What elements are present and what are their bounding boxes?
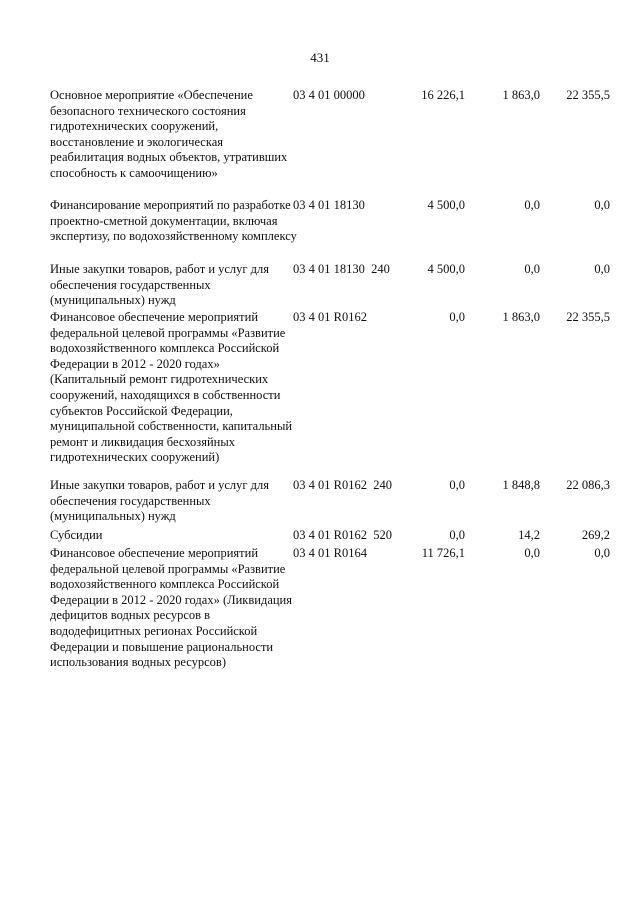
row-value-2: 0,0 [524,546,540,560]
row-value-1: 4 500,0 [427,262,465,276]
row-value-3: 22 086,3 [566,478,610,492]
row-value-2: 0,0 [524,262,540,276]
row-value-3: 269,2 [581,528,610,542]
row-value-2: 14,2 [518,528,540,542]
row-description: Основное мероприятие «Обеспечение безопасного технического состояния гидротехнических сооружений, восстановление и экологическая реабилитация водных объектов, утративших способность к самоочищению» [50,88,288,180]
row-value-1: 16 226,1 [421,88,465,102]
row-description: Субсидии [50,528,103,542]
row-value-2: 1 848,8 [502,478,540,492]
row-description: Иные закупки товаров, работ и услуг для обеспечения государственных (муниципальных) нужд [50,478,270,524]
row-value-1: 0,0 [449,528,465,542]
row-value-1: 4 500,0 [427,198,465,212]
row-value-2: 1 863,0 [502,310,540,324]
row-value-2: 1 863,0 [502,88,540,102]
row-value-3: 22 355,5 [566,88,610,102]
row-code: 03 4 01 R0162 [293,310,367,324]
row-code: 03 4 01 R0162 520 [293,528,392,542]
row-code: 03 4 01 18130 [293,198,365,212]
row-code: 03 4 01 R0164 [293,546,367,560]
row-value-1: 0,0 [449,310,465,324]
row-value-1: 0,0 [449,478,465,492]
page-number: 431 [310,50,330,65]
row-value-2: 0,0 [524,198,540,212]
row-value-3: 0,0 [594,198,610,212]
row-value-3: 22 355,5 [566,310,610,324]
row-value-3: 0,0 [594,546,610,560]
row-description: Финансовое обеспечение мероприятий федеральной целевой программы «Развитие водохозяйственного комплекса Российской Федерации в 2012 - 2020 годах» (Капитальный ремонт гидротехнических сооружений, находящихся в собственности субъектов Российской Федерации, муниципальной собственности, капитальный ремонт и ликвидация бесхозяйных гидротехнических сооружений) [50,310,293,465]
row-code: 03 4 01 R0162 240 [293,478,392,492]
row-value-1: 11 726,1 [421,546,465,560]
row-code: 03 4 01 00000 [293,88,365,102]
row-description: Финансирование мероприятий по разработке проектно-сметной документации, включая экспертизу, по водохозяйственному комплексу [50,198,297,244]
row-description: Иные закупки товаров, работ и услуг для обеспечения государственных (муниципальных) нужд [50,262,270,308]
row-code: 03 4 01 18130 240 [293,262,390,276]
row-description: Финансовое обеспечение мероприятий федеральной целевой программы «Развитие водохозяйственного комплекса Российской Федерации в 2012 - 2020 годах» (Ликвидация дефицитов водных ресурсов в вододефицитных регионах Российской Федерации и повышение рациональности использования водных ресурсов) [50,546,292,670]
row-value-3: 0,0 [594,262,610,276]
